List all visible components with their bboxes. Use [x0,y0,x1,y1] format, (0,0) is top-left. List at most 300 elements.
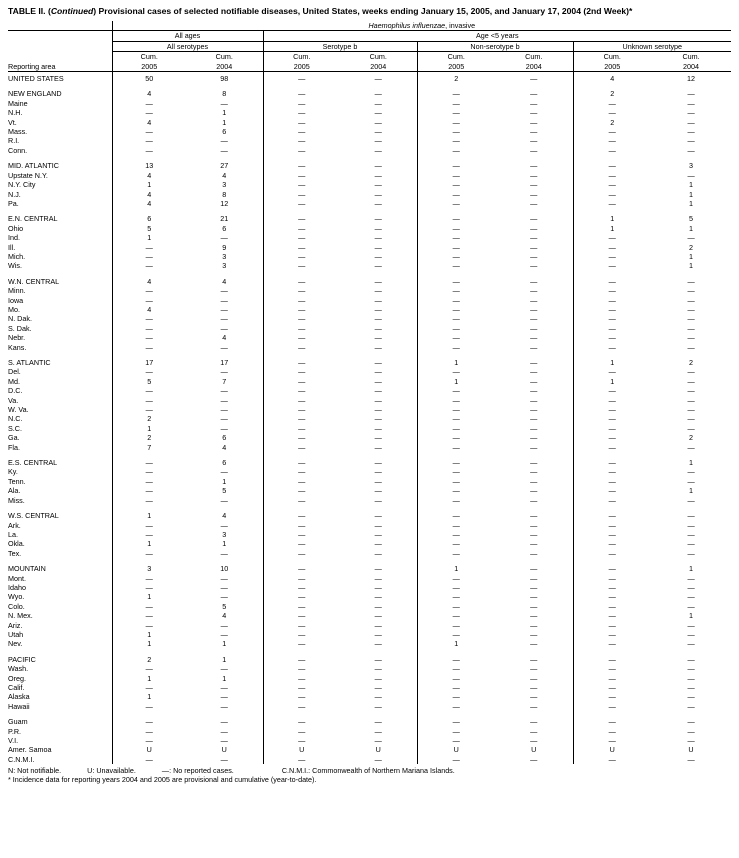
table-row [8,305,731,314]
row-value: — [374,323,382,333]
table-row [8,433,731,442]
row-value: — [417,424,495,433]
row-value: — [374,683,382,692]
row-area-label: PACIFIC [8,654,36,664]
table-row [8,296,731,305]
row-value: — [687,654,695,664]
row-value: — [530,214,538,224]
row-value: 1 [112,539,186,548]
row-value: 4 [112,305,186,314]
row-value: — [530,476,538,486]
row-value: — [530,242,538,252]
row-value: — [417,621,495,630]
row-value: — [374,639,382,649]
row-value: — [573,649,651,664]
row-value: — [530,701,538,711]
row-value: 4 [112,271,186,286]
cum-label: Cum. [140,52,158,62]
row-value: 2 [112,414,186,423]
row-value: — [374,548,382,558]
row-value: — [263,443,340,452]
row-value: — [112,702,186,711]
row-value: — [573,99,651,108]
row-value: — [263,118,340,127]
year-label: 2004 [370,61,387,71]
row-area-label: Wis. [8,261,22,271]
row-value: — [417,452,495,467]
row-value: — [263,558,340,573]
row-value: 4 [222,333,227,343]
row-value: — [573,155,651,170]
row-value: — [573,405,651,414]
row-value: — [374,161,382,171]
row-value: — [417,486,495,495]
row-value: — [112,574,186,583]
header-row-agegroups [8,31,731,41]
row-value: — [417,108,495,117]
row-value: — [374,304,382,314]
row-value: — [687,145,695,155]
table-row [8,377,731,386]
row-value: — [263,530,340,539]
row-value: — [263,136,340,145]
row-value: — [417,386,495,395]
row-value: — [374,261,382,271]
row-value: — [374,458,382,468]
table-row [8,521,731,530]
row-value: — [573,146,651,155]
header-blank-2 [8,31,112,41]
row-value: — [573,664,651,673]
cum-label: Cum. [369,52,387,62]
table-row [8,83,731,98]
row-value: — [263,377,340,386]
footnote-no-reported-cases: —: No reported cases. [161,766,234,776]
row-value: — [220,717,228,727]
row-value: — [263,99,340,108]
table-row [8,118,731,127]
row-value: — [263,755,340,764]
row-value: — [530,467,538,477]
row-value: — [374,423,382,433]
table-row [8,324,731,333]
row-area-label: S.C. [8,423,22,433]
row-value: — [374,611,382,621]
row-value: — [112,727,186,736]
row-value: — [530,342,538,352]
row-value: — [263,252,340,261]
row-value: — [687,529,695,539]
row-value: — [220,304,228,314]
row-area-label: V.I. [8,736,19,746]
row-value: — [687,726,695,736]
row-value: 1 [112,424,186,433]
header-all-ages: All ages [112,31,263,41]
row-value: 2 [112,649,186,664]
row-value: — [112,296,186,305]
row-value: — [417,190,495,199]
row-value: — [112,477,186,486]
table-row [8,199,731,208]
row-value: — [417,611,495,620]
row-value: — [263,405,340,414]
row-value: — [573,452,651,467]
table-row [8,405,731,414]
row-value: — [417,271,495,286]
row-value: — [530,304,538,314]
row-value: 12 [687,74,696,84]
row-value: — [530,89,538,99]
table-row [8,243,731,252]
row-value: — [112,314,186,323]
row-value: — [530,673,538,683]
row-value: — [530,620,538,630]
table-row [8,443,731,452]
row-value: — [112,521,186,530]
row-value: — [530,323,538,333]
row-value: — [573,324,651,333]
row-value: — [220,405,228,415]
row-value: — [220,495,228,505]
row-value: — [263,324,340,333]
row-value: — [573,443,651,452]
row-value: — [417,602,495,611]
row-value: — [374,717,382,727]
row-value: — [573,521,651,530]
row-value: — [530,736,538,746]
row-area-label: Colo. [8,601,25,611]
row-value: — [220,573,228,583]
table-row [8,208,731,223]
row-value: 4 [112,171,186,180]
row-value: — [374,189,382,199]
row-value: — [220,286,228,296]
row-value: — [374,692,382,702]
row-value: — [530,629,538,639]
header-reporting-area: Reporting area [8,52,112,72]
row-value: U [531,745,537,755]
table-row [8,683,731,692]
row-area-label: Md. [8,376,20,386]
row-value: — [573,630,651,639]
row-value: — [374,286,382,296]
row-value: U [375,745,381,755]
row-area-label: Wyo. [8,592,25,602]
row-value: — [687,295,695,305]
row-value: — [263,496,340,505]
row-value: — [530,145,538,155]
table-row [8,736,731,745]
row-value: — [417,467,495,476]
row-value: — [573,271,651,286]
table-row [8,72,731,84]
row-value: 27 [220,161,229,171]
row-value: — [573,343,651,352]
row-value: 12 [220,198,229,208]
row-area-label: Tex. [8,548,22,558]
row-value: — [530,233,538,243]
row-value: — [530,108,538,118]
row-value: 1 [112,692,186,701]
row-value: — [374,98,382,108]
row-value: — [687,304,695,314]
row-value: 6 [112,208,186,223]
row-value: — [573,424,651,433]
row-value: — [263,602,340,611]
row-value: — [263,683,340,692]
table-row [8,692,731,701]
row-value: 2 [417,72,495,84]
row-value: — [263,639,340,648]
row-value: 1 [573,208,651,223]
row-value: — [112,736,186,745]
row-value: — [530,539,538,549]
row-value: — [417,171,495,180]
row-value: — [573,296,651,305]
row-value: — [417,630,495,639]
row-value: — [417,414,495,423]
row-value: — [220,692,228,702]
row-value: — [573,692,651,701]
row-value: — [263,146,340,155]
row-value: — [530,386,538,396]
row-value: — [374,214,382,224]
row-value: — [220,548,228,558]
row-value: — [687,629,695,639]
row-value: — [374,467,382,477]
row-value: 1 [222,673,227,683]
row-value: — [374,601,382,611]
row-value: — [263,199,340,208]
row-area-label: Idaho [8,582,26,592]
row-value: — [374,486,382,496]
row-value: — [263,664,340,673]
table-row [8,711,731,726]
row-value: — [573,530,651,539]
row-value: 4 [222,611,227,621]
row-value: 5 [112,377,186,386]
row-value: — [417,343,495,352]
row-value: 17 [220,358,229,367]
row-value: 2 [689,242,694,252]
table-body [8,72,731,765]
row-value: — [573,386,651,395]
row-value: — [220,726,228,736]
table-row [8,424,731,433]
header-disease [112,21,731,31]
row-value: — [417,755,495,764]
row-area-label: Hawaii [8,701,30,711]
row-value: — [573,539,651,548]
row-value: — [112,286,186,295]
row-value: — [417,549,495,558]
row-value: 1 [689,180,694,190]
row-value: — [417,592,495,601]
row-value: — [417,702,495,711]
row-value: — [530,654,538,664]
row-value: — [573,333,651,342]
row-value: — [374,654,382,664]
row-value: — [530,376,538,386]
row-value: — [530,592,538,602]
row-value: — [374,386,382,396]
row-value: — [112,486,186,495]
row-value: 1 [417,558,495,573]
row-value: — [374,89,382,99]
row-area-label: Ark. [8,520,21,530]
row-value: 1 [417,639,495,648]
table-row [8,649,731,664]
row-value: — [687,233,695,243]
row-value: — [687,476,695,486]
table-row [8,396,731,405]
row-value: — [417,324,495,333]
row-value: 1 [417,352,495,367]
row-value: — [417,683,495,692]
row-value: — [530,548,538,558]
row-area-label: MOUNTAIN [8,564,46,574]
row-value: — [530,520,538,530]
row-value: — [374,367,382,377]
row-area-label: N. Dak. [8,314,32,324]
row-area-label: MID. ATLANTIC [8,161,59,171]
table-row [8,136,731,145]
row-area-label: Ind. [8,233,20,243]
row-value: — [374,314,382,324]
row-value: 3 [222,529,227,539]
header-non-serotype-b: Non-serotype b [417,41,573,51]
row-value: — [687,573,695,583]
row-value: — [263,702,340,711]
row-value: — [112,583,186,592]
row-value: — [263,261,340,270]
row-value: 3 [222,261,227,271]
row-value: — [112,405,186,414]
row-value: — [417,674,495,683]
row-value: — [374,664,382,674]
row-value: — [573,136,651,145]
row-value: — [687,108,695,118]
table-row [8,343,731,352]
row-value: — [112,683,186,692]
row-value: 1 [689,486,694,496]
row-value: — [573,314,651,323]
row-value: 1 [222,539,227,549]
row-value: — [263,208,340,223]
row-value: — [687,592,695,602]
row-value: — [112,108,186,117]
table-row [8,180,731,189]
row-value: — [112,621,186,630]
row-value: — [573,602,651,611]
row-value: — [374,405,382,415]
row-value: — [687,342,695,352]
header-blank-3 [8,41,112,51]
row-value: — [263,452,340,467]
row-area-label: Nebr. [8,333,26,343]
row-value: — [573,611,651,620]
table-row [8,314,731,323]
row-value: — [374,276,382,286]
row-value: 7 [222,376,227,386]
row-value: — [573,592,651,601]
table-row [8,224,731,233]
row-value: — [530,639,538,649]
row-value: — [417,583,495,592]
row-area-label: C.N.M.I. [8,754,35,764]
row-value: — [417,574,495,583]
row-value: — [263,108,340,117]
row-value: 1 [112,630,186,639]
row-value: — [263,83,340,98]
row-value: — [374,592,382,602]
row-value: — [374,342,382,352]
row-value: — [112,386,186,395]
row-value: — [530,367,538,377]
row-value: — [530,286,538,296]
row-value: — [220,520,228,530]
row-value: — [220,736,228,746]
row-value: — [112,452,186,467]
row-area-label: Nev. [8,639,23,649]
row-value: 3 [222,251,227,261]
row-value: — [687,664,695,674]
row-value: — [374,673,382,683]
row-value: — [417,252,495,261]
table-row [8,486,731,495]
row-value: — [573,243,651,252]
table-row [8,583,731,592]
row-value: 8 [222,89,227,99]
row-area-label: Mass. [8,127,28,137]
row-value: — [573,477,651,486]
row-value: — [530,314,538,324]
row-value: — [374,145,382,155]
row-value: — [573,199,651,208]
row-area-label: Mo. [8,304,20,314]
footnotes [8,764,731,784]
row-value: 4 [112,190,186,199]
row-value: — [112,396,186,405]
row-value: — [530,180,538,190]
row-value: — [687,136,695,146]
row-value: 1 [689,564,694,574]
row-value: — [530,442,538,452]
table-row [8,386,731,395]
row-value: — [573,180,651,189]
row-value: — [417,146,495,155]
row-value: — [263,692,340,701]
row-value: 1 [112,233,186,242]
row-value: — [687,673,695,683]
row-value: — [374,529,382,539]
row-value: — [374,433,382,443]
row-value: — [573,496,651,505]
table-row [8,108,731,117]
row-value: — [417,505,495,520]
table-row [8,602,731,611]
row-value: — [220,136,228,146]
row-value: — [687,367,695,377]
row-value: — [417,333,495,342]
row-value: — [687,495,695,505]
row-value: — [687,395,695,405]
row-value: 1 [573,224,651,233]
row-value: — [112,602,186,611]
table-row [8,539,731,548]
row-area-label: P.R. [8,726,22,736]
row-value: — [417,286,495,295]
